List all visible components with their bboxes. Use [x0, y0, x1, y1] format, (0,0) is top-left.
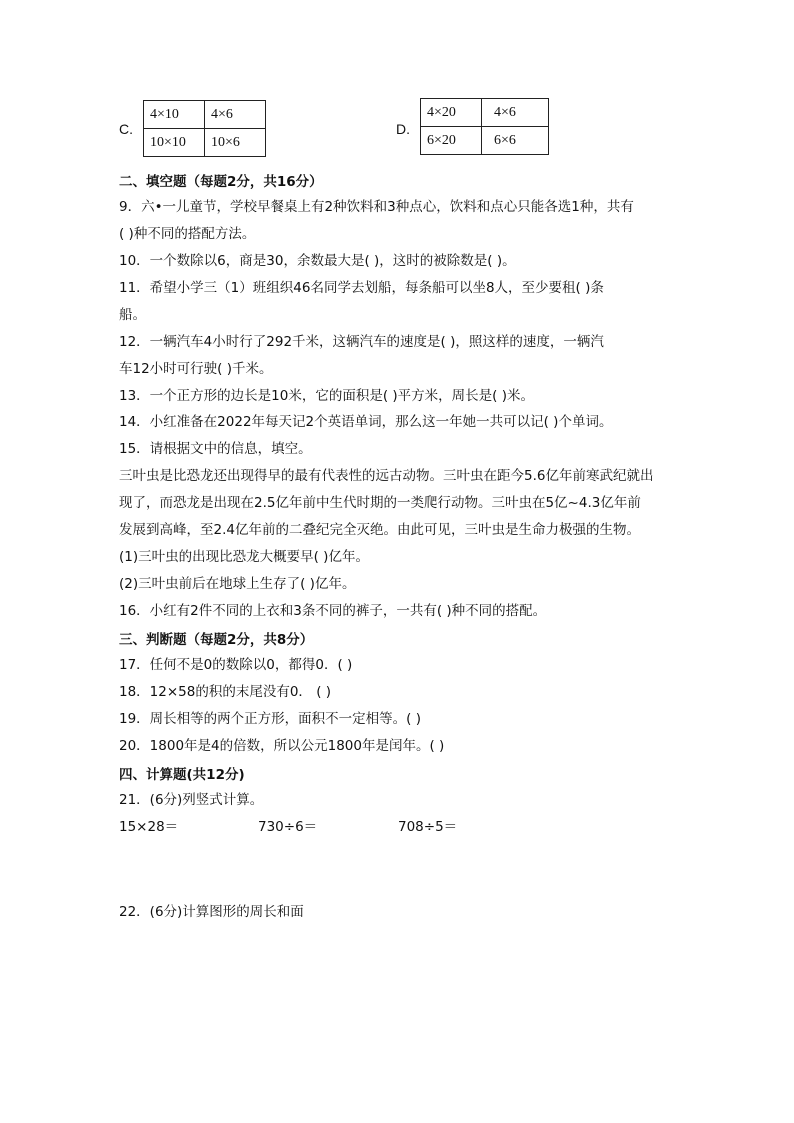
question-15: 15．请根据文中的信息，填空。	[119, 441, 312, 457]
table-cell: 4×6	[205, 101, 266, 129]
question-13: 13．一个正方形的边长是10米，它的面积是( )平方米，周长是( )米。	[119, 388, 535, 404]
question-11-line1: 11．希望小学三（1）班组织46名同学去划船，每条船可以坐8人，至少要租( )条	[119, 280, 604, 296]
section-2-title: 二、填空题（每题2分，共16分）	[119, 174, 323, 190]
calc-expression-b: 730÷6＝	[258, 819, 318, 835]
question-10: 10．一个数除以6，商是30，余数最大是( )，这时的被除数是( )。	[119, 253, 516, 269]
question-12-line2: 车12小时可行驶( )千米。	[119, 361, 273, 377]
section-3-title: 三、判断题（每题2分，共8分）	[119, 632, 314, 648]
question-21: 21．(6分)列竖式计算。	[119, 792, 264, 808]
table-cell: 6×6	[482, 127, 549, 155]
question-22: 22．(6分)计算图形的周长和面	[119, 904, 304, 920]
table-cell: 4×6	[482, 99, 549, 127]
table-cell: 10×10	[144, 129, 205, 157]
question-15-sub1: (1)三叶虫的出现比恐龙大概要早( )亿年。	[119, 549, 369, 565]
question-12-line1: 12．一辆汽车4小时行了292千米，这辆汽车的速度是( )，照这样的速度，一辆汽	[119, 334, 604, 350]
table-cell: 6×20	[421, 127, 482, 155]
passage-line3: 发展到高峰，至2.4亿年前的二叠纪完全灭绝。由此可见，三叶虫是生命力极强的生物。	[119, 522, 640, 538]
option-c-label: C.	[119, 121, 133, 137]
passage-line1: 三叶虫是比恐龙还出现得早的最有代表性的远古动物。三叶虫在距今5.6亿年前寒武纪就出	[119, 468, 654, 484]
question-20: 20．1800年是4的倍数，所以公元1800年是闰年。( )	[119, 738, 445, 754]
table-cell: 4×10	[144, 101, 205, 129]
question-16: 16．小红有2件不同的上衣和3条不同的裤子，一共有( )种不同的搭配。	[119, 603, 547, 619]
passage-line2: 现了，而恐龙是出现在2.5亿年前中生代时期的一类爬行动物。三叶虫在5亿~4.3亿年前	[119, 495, 641, 511]
table-cell: 10×6	[205, 129, 266, 157]
question-11-line2: 船。	[119, 307, 146, 323]
option-c-table	[143, 100, 266, 157]
option-d-table	[420, 98, 549, 155]
question-9-line2: ( )种不同的搭配方法。	[119, 226, 256, 242]
question-14: 14．小红准备在2022年每天记2个英语单词，那么这一年她一共可以记( )个单词。	[119, 414, 613, 430]
option-d-label: D.	[396, 121, 410, 137]
calc-expression-a: 15×28＝	[119, 819, 179, 835]
question-17: 17．任何不是0的数除以0，都得0．( )	[119, 657, 353, 673]
question-19: 19．周长相等的两个正方形，面积不一定相等。( )	[119, 711, 422, 727]
question-9-line1: 9．六•一儿童节，学校早餐桌上有2种饮料和3种点心，饮料和点心只能各选1种，共有	[119, 199, 634, 215]
table-cell: 4×20	[421, 99, 482, 127]
section-4-title: 四、计算题(共12分)	[119, 767, 245, 783]
calc-expression-c: 708÷5＝	[398, 819, 458, 835]
question-18: 18．12×58的积的末尾没有0． ( )	[119, 684, 332, 700]
question-15-sub2: (2)三叶虫前后在地球上生存了( )亿年。	[119, 576, 356, 592]
